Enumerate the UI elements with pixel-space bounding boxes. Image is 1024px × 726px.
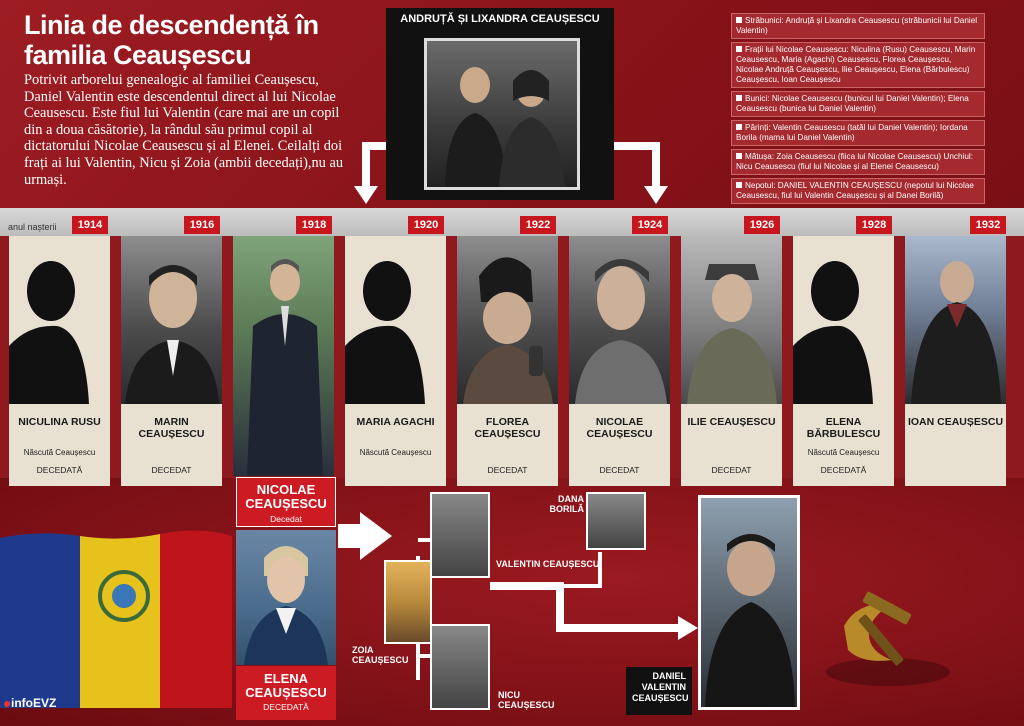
sibling-name: NICOLAE CEAUȘESCU [586, 416, 653, 440]
year-badge: 1920 [408, 216, 444, 234]
valentin-name: VALENTIN CEAUȘESCU [496, 559, 600, 569]
sibling-name: ILIE CEAUȘESCU [687, 416, 776, 428]
nicu-photo [430, 624, 490, 710]
portrait-icon [701, 498, 797, 707]
sibling-status: DECEDATĂ [36, 465, 83, 475]
elena-photo [236, 530, 336, 665]
sibling-status: DECEDAT [599, 465, 640, 475]
sibling-name: FLOREA CEAUȘESCU [474, 416, 541, 440]
silhouette-photo [9, 236, 110, 404]
sibling-born-as: Născută Ceaușescu [23, 448, 96, 457]
year-badge: 1918 [296, 216, 332, 234]
nicu-name: NICU CEAUȘESCU [498, 690, 555, 710]
birth-year-label: anul nașterii [8, 222, 57, 232]
sibling-photo [905, 236, 1006, 404]
nicolae-status: Decedat [270, 514, 302, 524]
sibling-card-ilie [681, 236, 782, 486]
person-silhouette-icon [345, 236, 446, 404]
legend-item: Părinți: Valentin Ceausescu (tatăl lui Daniel Valentin); Iordana Borila (mama lui Daniel Valentin) [731, 120, 985, 146]
sibling-card-nicolae-main [233, 236, 334, 476]
sibling-card-ioan [905, 236, 1006, 486]
sibling-status: DECEDATĂ [820, 465, 867, 475]
sibling-photo [457, 236, 558, 404]
legend-item: Mătușa: Zoia Ceausescu (fiica lui Nicolae Ceausescu) Unchiul: Nicu Ceausescu (fiul lui Nicolae și al Elenei Ceausescu) [731, 149, 985, 175]
portrait-icon [569, 236, 670, 404]
sibling-card-florea [457, 236, 558, 486]
sibling-photo [569, 236, 670, 404]
sibling-card-maria [345, 236, 446, 486]
elena-status: DECEDATĂ [263, 702, 309, 712]
sibling-card-nicolae-andruta [569, 236, 670, 486]
legend-item: Nepotul: DANIEL VALENTIN CEAUȘESCU (nepotul lui Nicolae Ceausescu, fiul lui Valentin Ceaușescu și al Danei Borilă) [731, 178, 985, 204]
year-badge: 1914 [72, 216, 108, 234]
intro-text: Potrivit arborelui genealogic al familiei Ceaușescu, Daniel Valentin este descendentul direct al lui Nicolae Ceausescu. Este fiul lui Valentin (care mai are un copil din a doua căsătorie), la rândul său primul copil al dictatorului Nicolae Ceausescu și al Elenei. Ceilalți doi frați ai lui Valentin, Nicu și Zoia (ambii decedați),nu au urmași. [24, 72, 344, 188]
parents-label: ANDRUȚĂ ȘI LIXANDRA CEAUȘESCU [400, 13, 600, 25]
elena-name: ELENA CEAUȘESCU [245, 671, 327, 700]
sibling-name: MARIN CEAUȘESCU [138, 416, 205, 440]
silhouette-photo [345, 236, 446, 404]
sibling-status: DECEDAT [487, 465, 528, 475]
bullet-icon [736, 95, 742, 101]
bullet-icon [736, 124, 742, 130]
year-badge: 1928 [856, 216, 892, 234]
sibling-born-as: Născută Ceaușescu [807, 448, 880, 457]
page-title: Linia de descendență în familia Ceaușescu [24, 10, 319, 70]
portrait-icon [233, 236, 334, 476]
bullet-icon [736, 17, 742, 23]
infoevz-logo: infoEVZ [4, 696, 56, 710]
sibling-photo [233, 236, 334, 476]
legend-item: Frații lui Nicolae Ceausescu: Niculina (Rusu) Ceausescu, Marin Ceausescu, Maria (Agachi) Ceausescu, Florea Ceaușescu, Nicolae Andruță Ceaușescu, Ilie Ceaușescu, Elena (Bărbulescu) Ceaușescu, Ioan Ceaușescu [731, 42, 985, 88]
elena-label [236, 666, 336, 720]
portrait-icon [681, 236, 782, 404]
dana-photo [586, 492, 646, 550]
sibling-photo [121, 236, 222, 404]
sibling-status: DECEDAT [711, 465, 752, 475]
sibling-name: ELENA BĂRBULESCU [806, 416, 881, 440]
logo-dot-icon [4, 701, 10, 707]
portrait-icon [457, 236, 558, 404]
portrait-icon [121, 236, 222, 404]
daniel-photo [698, 495, 800, 710]
sibling-born-as: Născută Ceaușescu [359, 448, 432, 457]
sibling-name: IOAN CEAUȘESCU [907, 416, 1004, 428]
valentin-photo [430, 492, 490, 578]
year-badge: 1922 [520, 216, 556, 234]
hammer-and-sickle-icon [818, 580, 958, 690]
sibling-photo [681, 236, 782, 404]
zoia-photo [384, 560, 432, 644]
zoia-name: ZOIA CEAUȘESCU [352, 645, 409, 665]
daniel-label: DANIEL VALENTIN CEAUȘESCU [626, 667, 692, 715]
bullet-icon [736, 182, 742, 188]
romanian-flag-icon [0, 516, 232, 708]
year-badge: 1926 [744, 216, 780, 234]
year-badge: 1932 [970, 216, 1006, 234]
person-silhouette-icon [9, 236, 110, 404]
silhouette-photo [793, 236, 894, 404]
person-silhouette-icon [793, 236, 894, 404]
nicolae-name: NICOLAE CEAUȘESCU [245, 482, 327, 511]
parents-panel [386, 8, 614, 200]
legend [731, 13, 985, 207]
legend-item: Străbunici: Andruță și Lixandra Ceausescu (străbunicii lui Daniel Valentin) [731, 13, 985, 39]
sibling-card-elena-b [793, 236, 894, 486]
parents-photo [424, 38, 580, 190]
year-badge: 1924 [632, 216, 668, 234]
bullet-icon [736, 153, 742, 159]
dana-name: DANA BORILĂ [549, 494, 584, 514]
nicolae-label [236, 477, 336, 527]
sibling-card-marin [121, 236, 222, 486]
sibling-card-niculina [9, 236, 110, 486]
bullet-icon [736, 46, 742, 52]
sibling-status: DECEDAT [151, 465, 192, 475]
sibling-name: MARIA AGACHI [356, 416, 435, 428]
sibling-name: NICULINA RUSU [18, 416, 101, 428]
portrait-icon [236, 530, 336, 665]
parents-figures-icon [427, 41, 577, 187]
year-badge: 1916 [184, 216, 220, 234]
portrait-icon [905, 236, 1006, 404]
legend-item: Bunici: Nicolae Ceausescu (bunicul lui Daniel Valentin); Elena Ceausescu (bunica lui Daniel Valentin) [731, 91, 985, 117]
